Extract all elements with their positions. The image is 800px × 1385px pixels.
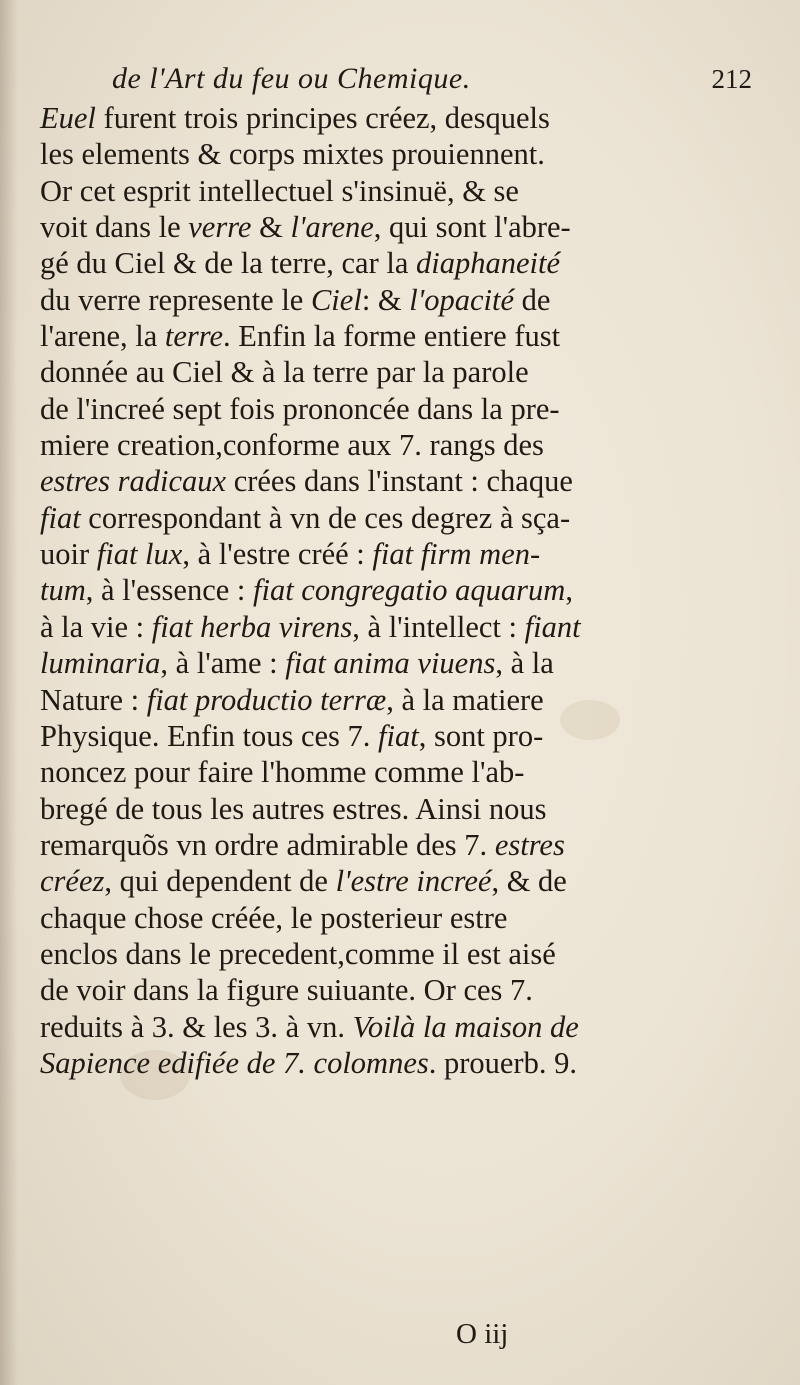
italic-text: fiat productio terræ (146, 682, 387, 717)
text-run: de l'increé sept fois prononcée dans la pre- (40, 391, 560, 426)
text-line (40, 754, 762, 790)
page-number: 212 (711, 64, 752, 94)
text-run: de voir dans la figure suiuante. Or ces 7. (40, 973, 533, 1008)
italic-text: fiat (378, 718, 419, 753)
text-line (40, 827, 762, 863)
text-line (40, 100, 762, 136)
text-run: , qui sont l'abre- (373, 210, 571, 245)
text-run: uoir (40, 537, 97, 572)
text-line (40, 682, 762, 718)
text-run: miere creation,conforme aux 7. rangs des (40, 428, 544, 463)
text-line (40, 245, 762, 281)
italic-text: estres (494, 827, 565, 862)
italic-text: luminaria (40, 646, 161, 681)
text-run: , à l'essence : (85, 573, 253, 608)
italic-text: créez (40, 864, 105, 899)
text-run: & (251, 210, 291, 245)
text-line (40, 463, 762, 499)
italic-text: estres radicaux (40, 464, 227, 499)
text-line (40, 936, 762, 972)
text-line (40, 209, 762, 245)
text-line (40, 354, 762, 390)
text-run: de (514, 282, 551, 317)
text-line (40, 136, 762, 172)
text-run: crées dans l'instant : chaque (226, 464, 573, 499)
italic-text: Sapience edifiée de 7. colomnes (40, 1045, 429, 1080)
text-run: furent trois principes créez, desquels (95, 101, 550, 135)
text-run: , sont pro- (418, 718, 544, 753)
text-line (40, 500, 762, 536)
text-run: . prouerb. 9. (428, 1045, 577, 1080)
text-run: Physique. Enfin tous ces 7. (40, 718, 379, 753)
text-run: correspondant à vn de ces degrez à sça- (80, 500, 571, 535)
italic-text: fiant (524, 609, 581, 644)
text-line (40, 572, 762, 608)
text-line (40, 609, 762, 645)
italic-text: fiat firm men- (372, 537, 541, 572)
text-run: enclos dans le precedent,comme il est aisé (40, 936, 556, 971)
text-run: chaque chose créée, le posterieur estre (40, 900, 508, 935)
italic-text: verre (188, 210, 252, 245)
text-run: , à la (495, 646, 554, 681)
italic-text: fiat anima viuens (285, 646, 496, 681)
text-run: voit dans le (40, 210, 189, 245)
text-run: , qui dependent de (104, 864, 336, 899)
text-run: reduits à 3. & les 3. à vn. (40, 1009, 353, 1044)
italic-text: fiat (40, 500, 81, 535)
italic-text: l'arene (290, 210, 374, 245)
running-title: de l'Art du feu ou Chemique. (112, 62, 471, 95)
text-line (40, 1045, 762, 1081)
text-run: Or cet esprit intellectuel s'insinuë, & se (40, 173, 519, 208)
text-line (40, 718, 762, 754)
text-line (40, 972, 762, 1008)
text-run: , & de (491, 864, 567, 899)
italic-text: Euel (40, 101, 96, 135)
text-run: donnée au Ciel & à la terre par la parole (40, 355, 529, 390)
italic-text: Voilà la maison de (352, 1009, 579, 1044)
text-line (40, 645, 762, 681)
spine-shadow (0, 0, 18, 1385)
text-line (40, 427, 762, 463)
text-run: , à l'ame : (160, 646, 286, 681)
italic-text: l'opacité (409, 282, 515, 317)
italic-text: l'estre increé (335, 864, 492, 899)
italic-text: fiat congregatio aquarum (253, 573, 566, 608)
text-line (40, 391, 762, 427)
italic-text: diaphaneité (416, 246, 560, 281)
italic-text: terre (164, 319, 224, 354)
text-line (40, 791, 762, 827)
text-run: Nature : (40, 682, 147, 717)
text-line (40, 536, 762, 572)
text-run: bregé de tous les autres estres. Ainsi nous (40, 791, 547, 826)
italic-text: tum (40, 573, 86, 608)
text-run: , à l'intellect : (352, 609, 525, 644)
text-run: . Enfin la forme entiere fust (223, 319, 561, 354)
text-line (40, 863, 762, 899)
body-text (40, 100, 762, 1081)
text-run: : & (361, 282, 410, 317)
text-run: gé du Ciel & de la terre, car la (40, 246, 416, 281)
text-run: , à la matiere (386, 682, 544, 717)
italic-text: fiat herba virens (151, 609, 353, 644)
text-run: noncez pour faire l'homme comme l'ab- (40, 755, 525, 790)
text-run: du verre represente le (40, 282, 311, 317)
signature-mark: O iij (456, 1318, 509, 1350)
italic-text: Ciel (310, 282, 362, 317)
text-line (40, 318, 762, 354)
text-run: les elements & corps mixtes prouiennent. (40, 137, 545, 172)
page-header (112, 62, 752, 102)
italic-text: fiat lux (96, 537, 183, 572)
text-line (40, 900, 762, 936)
text-run: l'arene, la (40, 319, 165, 354)
text-run: à la vie : (40, 609, 152, 644)
text-line (40, 282, 762, 318)
text-run: remarquõs vn ordre admirable des 7. (40, 827, 495, 862)
text-line (40, 173, 762, 209)
text-run: , à l'estre créé : (182, 537, 373, 572)
text-line (40, 1009, 762, 1045)
text-run: , (565, 573, 573, 608)
